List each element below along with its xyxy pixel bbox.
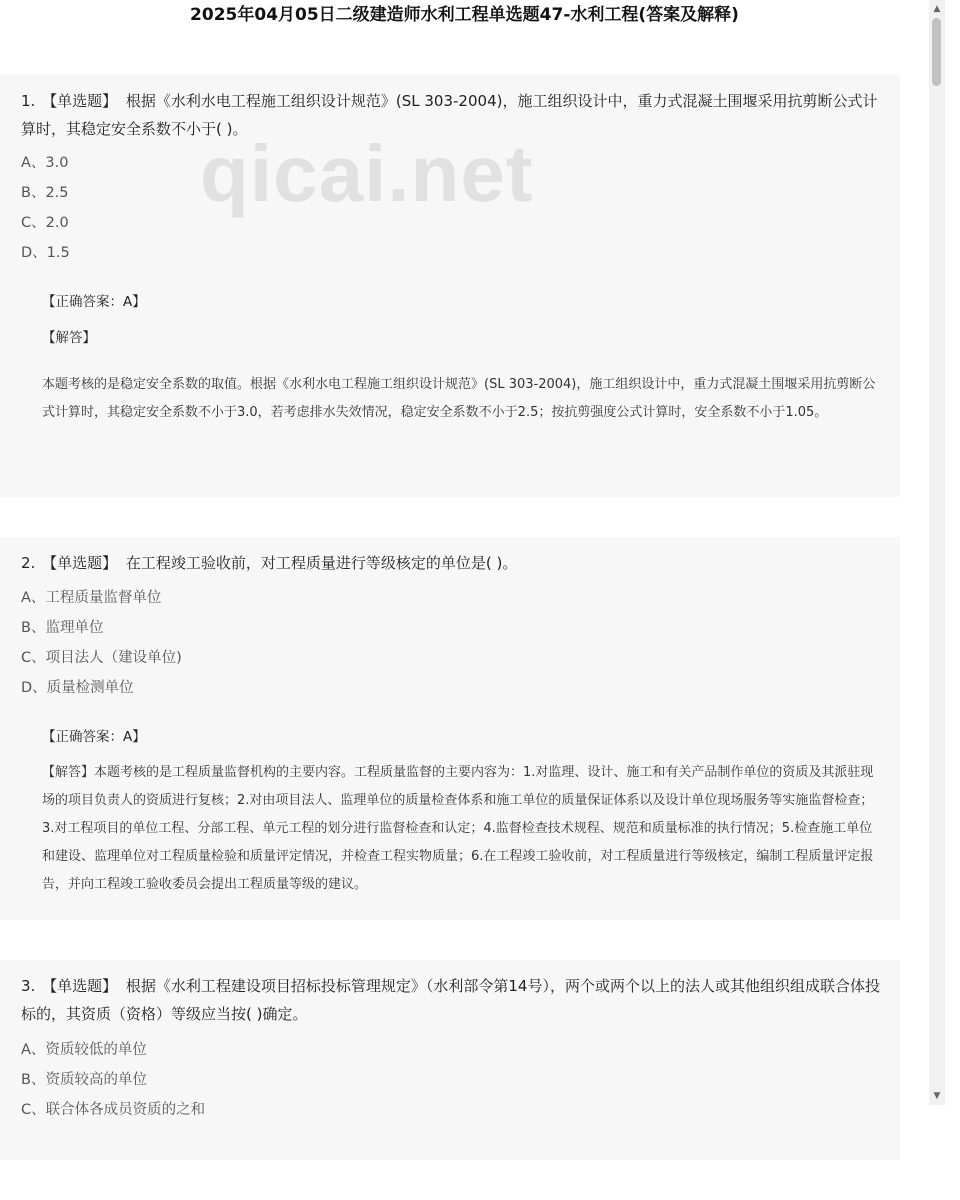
option-c[interactable]: C、项目法人（建设单位) bbox=[21, 650, 182, 666]
question-card-1 bbox=[0, 74, 900, 497]
question-text: 根据《水利工程建设项目招标投标管理规定》（水利部令第14号），两个或两个以上的法人或其他组织组成联合体投标的，其资质（资格）等级应当按( )确定。 bbox=[21, 977, 880, 1023]
question-number: 1. bbox=[21, 92, 36, 110]
question-number: 2. bbox=[21, 554, 36, 572]
explanation-text: 本题考核的是稳定安全系数的取值。根据《水利水电工程施工组织设计规范》(SL 303-2004)，施工组织设计中，重力式混凝土围堰采用抗剪断公式计算时，其稳定安全系数不小于3.0，若考虑排水失效情况，稳定安全系数不小于2.5；按抗剪强度公式计算时，安全系数不小于1.05。 bbox=[42, 377, 876, 420]
page-title: 2025年04月05日二级建造师水利工程单选题47-水利工程(答案及解释) bbox=[190, 5, 739, 25]
option-a[interactable]: A、资质较低的单位 bbox=[21, 1042, 147, 1058]
question-type: 【单选题】 bbox=[42, 977, 118, 995]
question-number: 3. bbox=[21, 977, 36, 995]
scroll-up-arrow-icon[interactable]: ▲ bbox=[933, 4, 941, 14]
option-d[interactable]: D、质量检测单位 bbox=[21, 680, 134, 696]
question-type: 【单选题】 bbox=[42, 554, 118, 572]
question-type: 【单选题】 bbox=[42, 92, 118, 110]
question-card-3 bbox=[0, 960, 900, 1160]
question-text: 在工程竣工验收前，对工程质量进行等级核定的单位是( )。 bbox=[125, 554, 518, 572]
explanation-label: 【解答】 bbox=[42, 330, 96, 346]
scroll-down-arrow-icon[interactable]: ▼ bbox=[933, 1091, 941, 1101]
option-a[interactable]: A、3.0 bbox=[21, 155, 69, 171]
option-b[interactable]: B、资质较高的单位 bbox=[21, 1072, 147, 1088]
question-stem bbox=[21, 549, 887, 577]
option-c[interactable]: C、2.0 bbox=[21, 215, 69, 231]
watermark-logo: qicai.net bbox=[200, 129, 534, 218]
option-b[interactable]: B、监理单位 bbox=[21, 620, 104, 636]
vertical-scrollbar[interactable] bbox=[929, 0, 945, 1105]
option-c[interactable]: C、联合体各成员资质的之和 bbox=[21, 1102, 206, 1118]
question-text: 根据《水利水电工程施工组织设计规范》(SL 303-2004)，施工组织设计中，重力式混凝土围堰采用抗剪断公式计算时，其稳定安全系数不小于( )。 bbox=[21, 92, 878, 138]
option-b[interactable]: B、2.5 bbox=[21, 185, 69, 201]
correct-answer: 【正确答案：A】 bbox=[42, 729, 146, 745]
option-a[interactable]: A、工程质量监督单位 bbox=[21, 590, 162, 606]
correct-answer: 【正确答案：A】 bbox=[42, 294, 146, 310]
explanation-text: 【解答】本题考核的是工程质量监督机构的主要内容。工程质量监督的主要内容为：1.对监理、设计、施工和有关产品制作单位的资质及其派驻现场的项目负责人的资质进行复核；2.对由项目法人、监理单位的质量检查体系和施工单位的质量保证体系以及设计单位现场服务等实施监督检查；3.对工程项目的单位工程、分部工程、单元工程的划分进行监督检查和认定；4.监督检查技术规程、规范和质量标准的执行情况；5.检查施工单位和建设、监理单位对工程质量检验和质量评定情况，并检查工程实物质量；6.在工程竣工验收前，对工程质量进行等级核定，编制工程质量评定报告，并向工程竣工验收委员会提出工程质量等级的建议。 bbox=[42, 765, 874, 892]
question-stem bbox=[21, 972, 887, 1028]
question-stem bbox=[21, 87, 887, 143]
question-card-2 bbox=[0, 537, 900, 920]
option-d[interactable]: D、1.5 bbox=[21, 245, 70, 261]
scrollbar-thumb[interactable] bbox=[932, 18, 941, 86]
